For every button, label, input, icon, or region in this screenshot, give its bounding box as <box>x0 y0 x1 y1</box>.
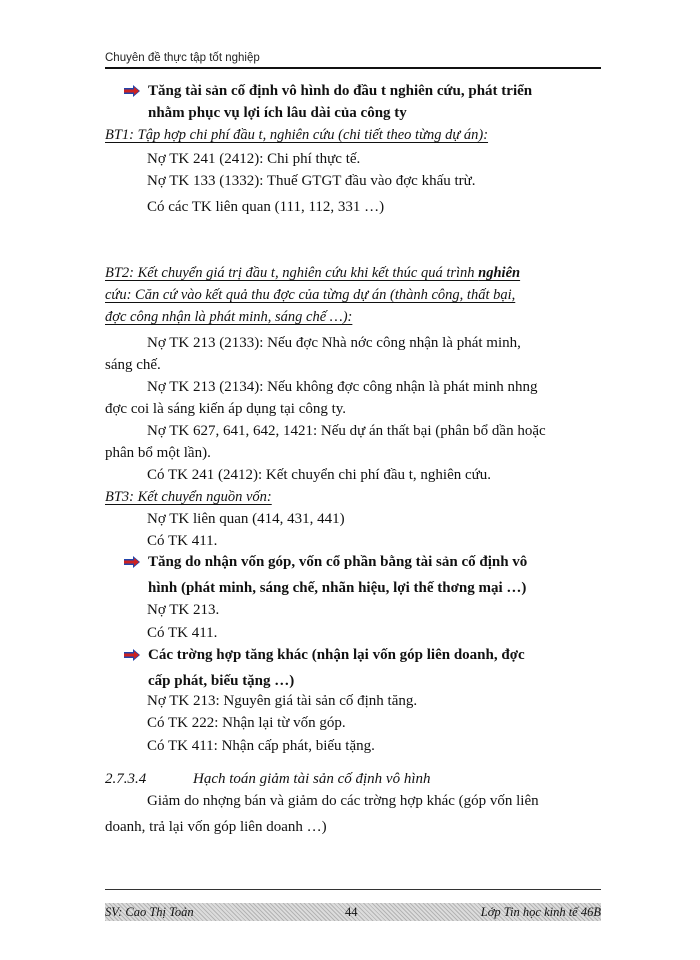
section-heading <box>105 768 601 790</box>
paragraph-line: doanh, trả lại vốn góp liên doanh …) <box>105 819 327 835</box>
page-header: Chuyên đề thực tập tốt nghiệp <box>105 52 260 64</box>
entry-line: Nợ TK 213 (2134): Nếu không đợc công nhận là phát minh nhng <box>147 379 538 395</box>
entry-paragraph <box>105 420 601 464</box>
section-paragraph <box>105 790 601 838</box>
footer-rule <box>105 889 601 890</box>
page-footer <box>105 903 601 921</box>
entry-line: Nợ TK 133 (1332): Thuế GTGT đầu vào đợc khấu trừ. <box>147 173 476 189</box>
entry-paragraph <box>105 332 601 376</box>
bullet-item-3 <box>124 644 602 692</box>
bullet-arrow-icon <box>124 556 140 568</box>
entry-line: Có TK 411: Nhận cấp phát, biếu tặng. <box>147 738 375 754</box>
entry-line: Nợ TK 213: Nguyên giá tài sản cố định tăng. <box>147 693 418 709</box>
section-number: 2.7.3.4 <box>105 771 147 787</box>
bullet-item-2 <box>124 551 602 599</box>
bullet-arrow-icon <box>124 649 140 661</box>
footer-author: SV: Cao Thị Toản <box>105 905 194 919</box>
entry-line: Nợ TK liên quan (414, 431, 441) <box>147 511 345 527</box>
bullet-item-1 <box>124 80 602 124</box>
entry-paragraph <box>105 464 601 486</box>
bullet-line: cấp phát, biếu tặng …) <box>148 673 295 689</box>
entry-paragraph <box>105 376 601 420</box>
entry-line: Nợ TK 213. <box>147 602 220 618</box>
entry-line: Nợ TK 213 (2133): Nếu đợc Nhà nớc công nhận là phát minh, <box>147 335 521 351</box>
entry-line: đợc coi là sáng kiến áp dụng tại công ty. <box>105 401 347 417</box>
entry-line: Có TK 241 (2412): Kết chuyển chi phí đầu t, nghiên cứu. <box>147 467 492 483</box>
entry-line: Có TK 222: Nhận lại từ vốn góp. <box>147 715 346 731</box>
entry-line: Có TK 411. <box>147 533 218 549</box>
bullet-line: nhằm phục vụ lợi ích lâu dài của công ty <box>148 105 407 121</box>
entry-line: Có TK 411. <box>147 625 218 641</box>
header-rule <box>105 67 601 69</box>
step-heading-bt1: BT1: Tập hợp chi phí đầu t, nghiên cứu (chi tiết theo từng dự án): <box>105 127 489 143</box>
bullet-line: hình (phát minh, sáng chế, nhãn hiệu, lợi thế thơng mại …) <box>148 580 527 596</box>
step-heading-bt2 <box>105 262 605 328</box>
entry-line: sáng chế. <box>105 357 161 373</box>
step-heading-text: đợc công nhận là phát minh, sáng chế …): <box>105 309 353 325</box>
entry-line: Nợ TK 627, 641, 642, 1421: Nếu dự án thất bại (phân bổ dần hoặc <box>147 423 546 439</box>
step-heading-text: BT2: Kết chuyển giá trị đầu t, nghiên cứu khi kết thúc quá trình <box>105 265 479 281</box>
bullet-arrow-icon <box>124 85 140 97</box>
bullet-line: Tăng tài sản cố định vô hình do đầu t nghiên cứu, phát triển <box>148 83 533 99</box>
step-heading-bt3: BT3: Kết chuyển nguồn vốn: <box>105 489 272 505</box>
entry-line: Có các TK liên quan (111, 112, 331 …) <box>147 199 385 215</box>
paragraph-line: Giảm do nhợng bán và giảm do các trờng hợp khác (góp vốn liên <box>147 793 539 809</box>
bullet-line: Các trờng hợp tăng khác (nhận lại vốn góp liên doanh, đợc <box>148 647 525 663</box>
step-heading-bold: nghiên <box>478 265 521 281</box>
step-heading-text: cứu: Căn cứ vào kết quả thu đợc của từng dự án (thành công, thất bại, <box>105 287 516 303</box>
bullet-line: Tăng do nhận vốn góp, vốn cổ phần bằng tài sản cố định vô <box>148 554 528 570</box>
footer-class: Lớp Tin học kinh tế 46B <box>480 905 601 919</box>
entry-line: Nợ TK 241 (2412): Chi phí thực tế. <box>147 151 361 167</box>
section-title: Hạch toán giảm tài sản cố định vô hình <box>193 771 431 787</box>
entry-line: phân bổ một lần). <box>105 445 211 461</box>
footer-page-number: 44 <box>345 905 358 919</box>
